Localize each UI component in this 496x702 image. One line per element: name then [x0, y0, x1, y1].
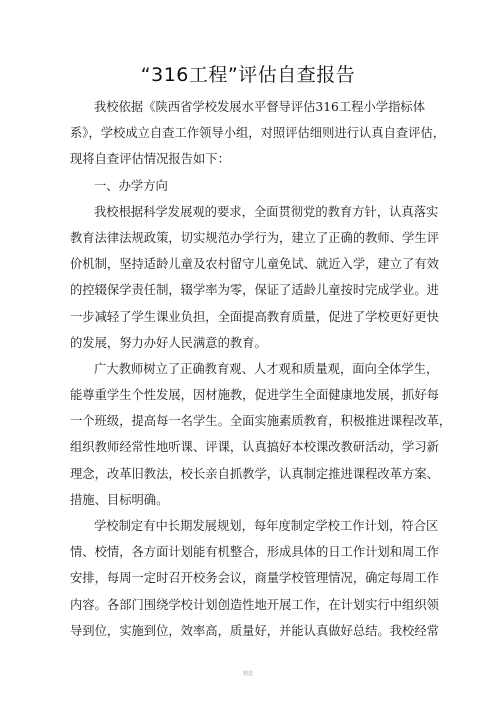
body-line: 广大教师树立了正确教育观、人才观和质量观，面向全体学生，: [94, 361, 439, 376]
body-line: 能尊重学生个性发展，因材施教，促进学生全面健康地发展，抓好每: [70, 388, 439, 403]
body-line: 措施、目标明确。: [70, 492, 169, 507]
body-line: 一个班级，提高每一名学生。全面实施素质教育，积极推进课程改革，: [70, 414, 452, 429]
body-line: 我校根据科学发展观的要求，全面贯彻党的教育方针，认真落实: [94, 204, 439, 219]
page-footer: 精选: [242, 671, 253, 677]
body-line: 情、校情，各方面计划能有机整合，形成具体的日工作计划和周工作: [70, 545, 439, 560]
body-line: 安排，每周一定时召开校务会议，商量学校管理情况，确定每周工作: [70, 571, 439, 586]
document-body: [70, 94, 452, 644]
body-line: 一步减轻了学生课业负担，全面提高教育质量，促进了学校更好更快: [70, 309, 439, 324]
body-line: 系》，学校成立自查工作领导小组，对照评估细则进行认真自查评估，: [70, 126, 446, 141]
document-title: “316工程”评估自查报告: [140, 64, 356, 86]
body-line: 现将自查评估情况报告如下：: [70, 152, 230, 167]
body-line: 学校制定有中长期发展规划，每年度制定学校工作计划，符合区: [94, 519, 439, 533]
body-line: 理念，改革旧教法，校长亲自抓教学，认真制定推进课程改革方案、: [70, 466, 439, 481]
body-line: 的发展，努力办好人民满意的教育。: [70, 335, 267, 350]
body-line: 我校依据《陕西省学校发展水平督导评估316工程小学指标体: [94, 100, 425, 114]
body-line: 导到位，实施到位，效率高，质量好，并能认真做好总结。我校经常: [70, 623, 439, 638]
body-line: 组织教师经常性地听课、评课，认真搞好本校课改教研活动，学习新: [70, 440, 439, 455]
body-line: 教育法律法规政策，切实规范办学行为，建立了正确的教师、学生评: [70, 230, 439, 245]
body-line: 内容。各部门围绕学校计划创造性地开展工作，在计划实行中组织领: [70, 597, 439, 612]
section-heading: 一、办学方向: [94, 178, 168, 193]
body-line: 价机制，坚持适龄儿童及农村留守儿童免试、就近入学，建立了有效: [70, 257, 439, 272]
body-line: 的控辍保学责任制，辍学率为零，保证了适龄儿童按时完成学业。进: [70, 283, 439, 298]
